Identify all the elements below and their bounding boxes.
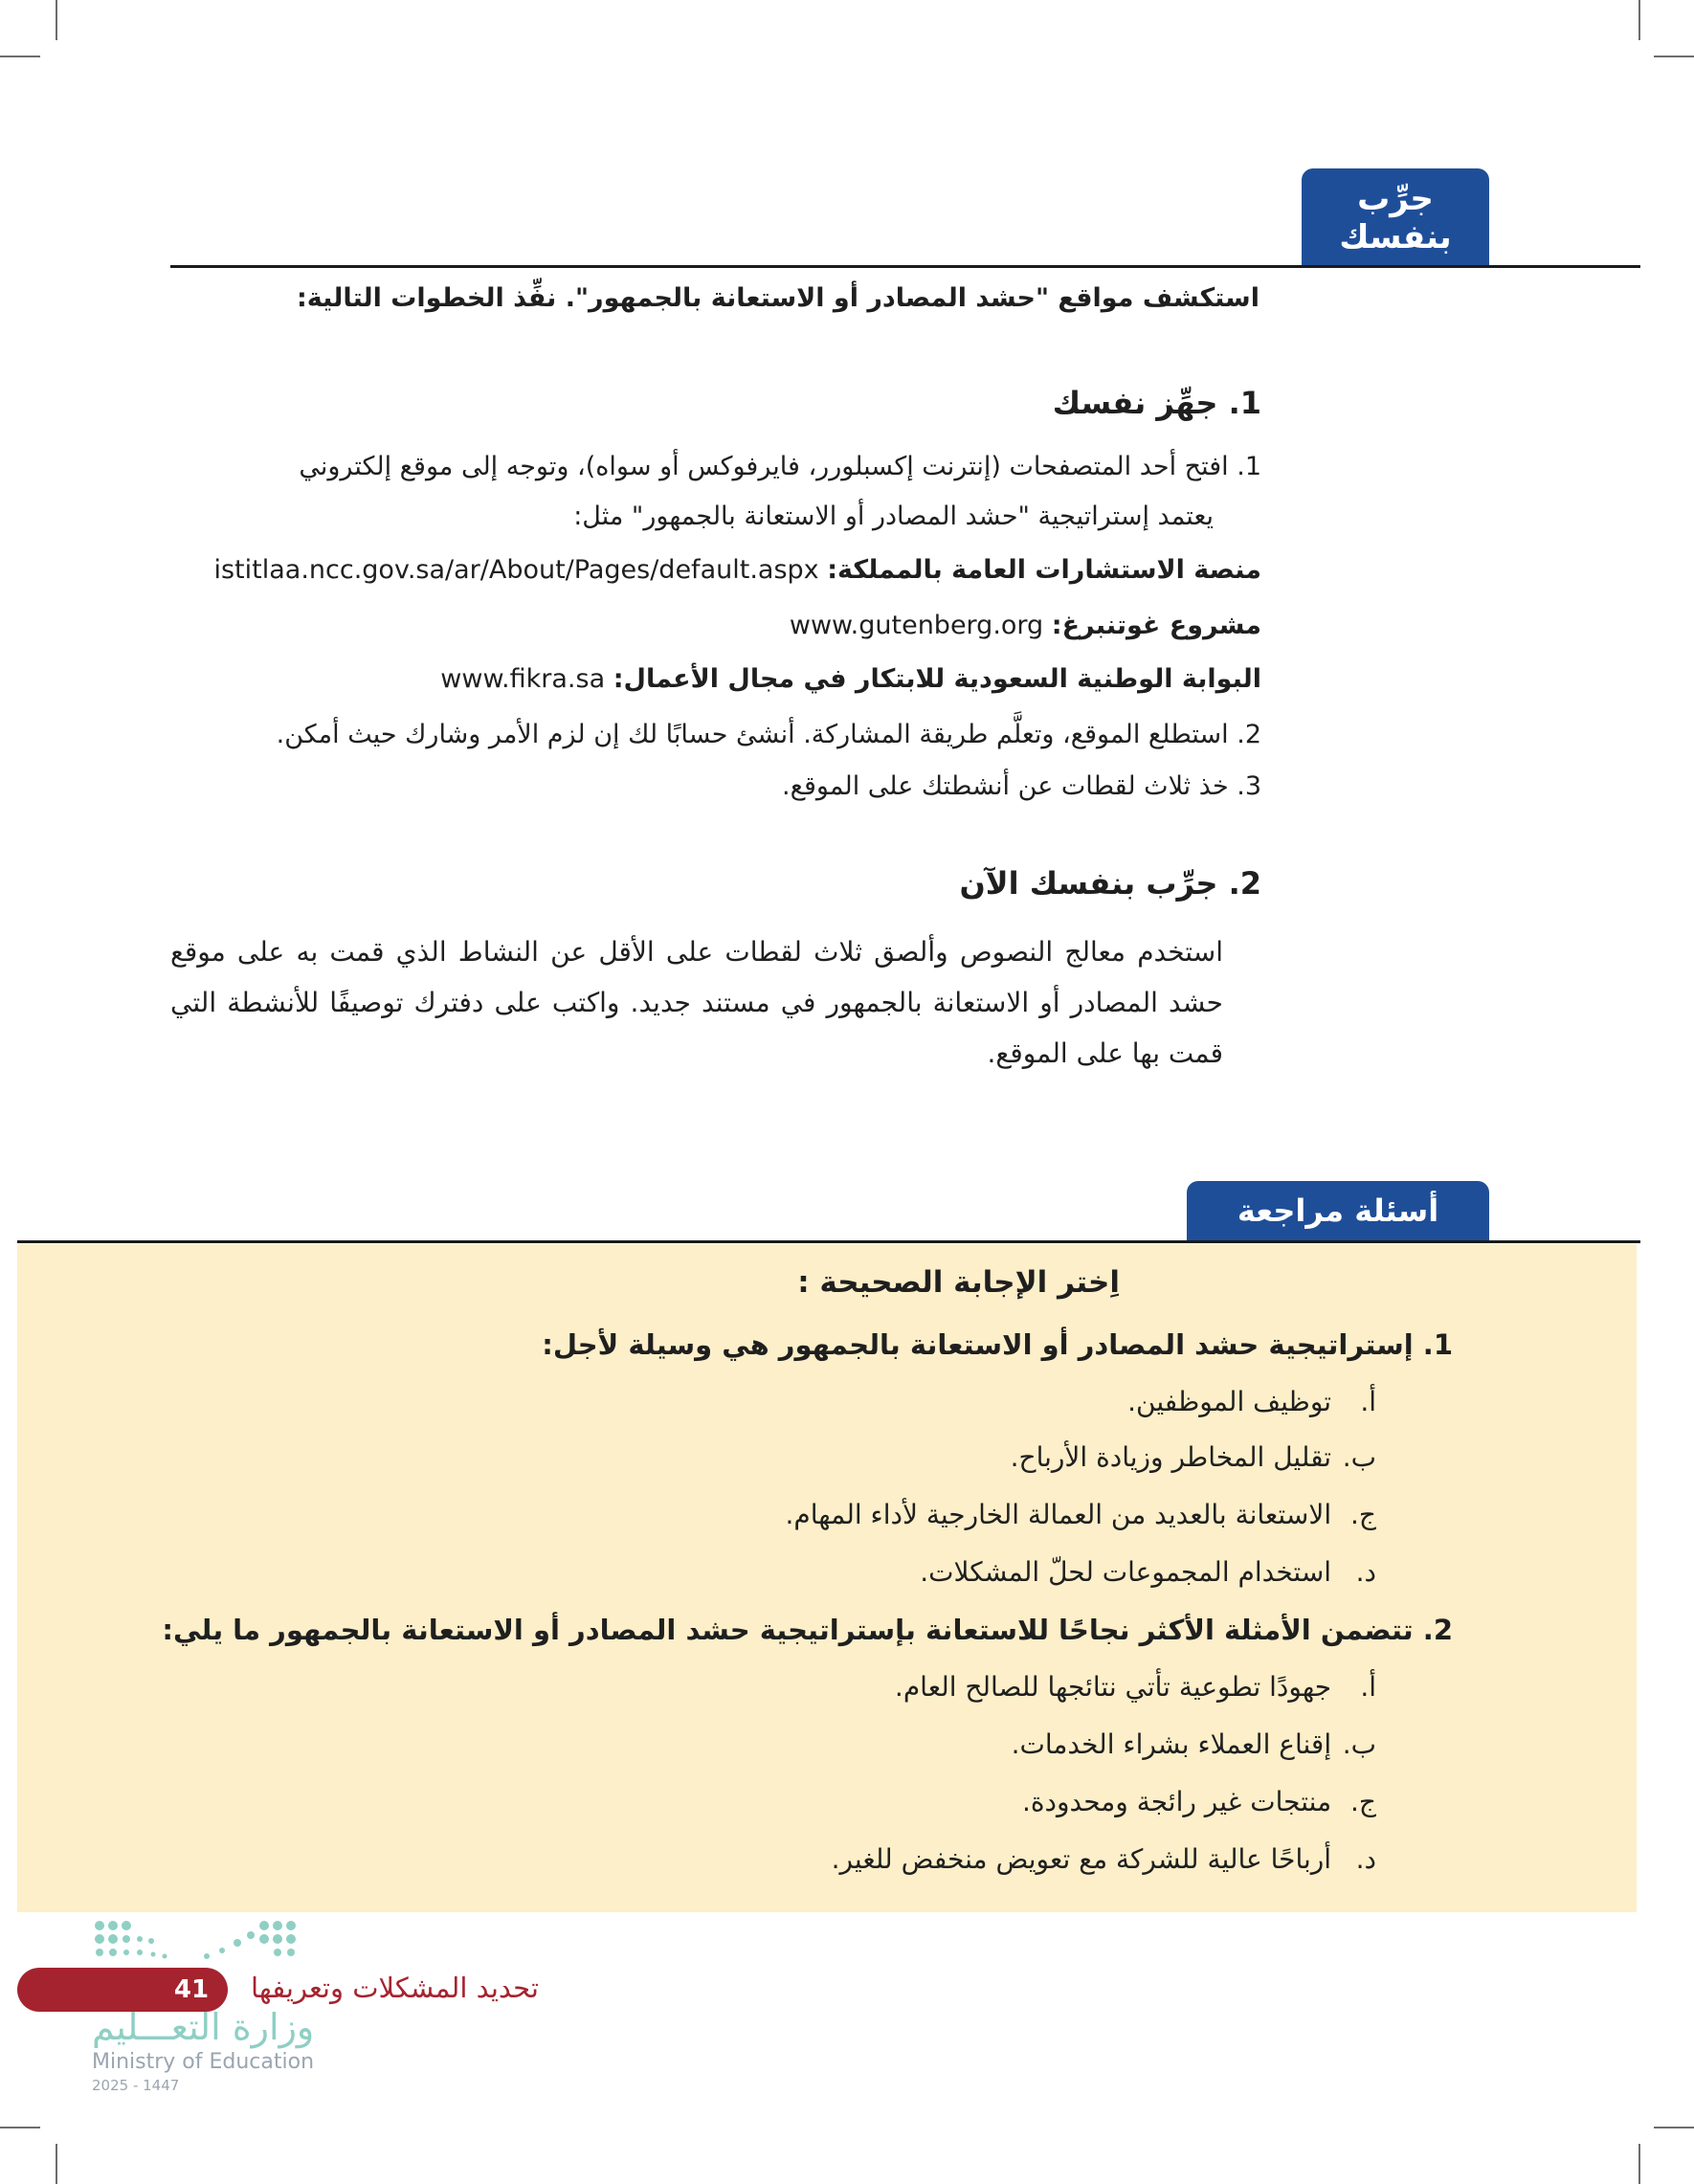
- section-2-title: 2. جرِّب بنفسك الآن: [959, 865, 1261, 902]
- option-letter: د.: [1355, 1843, 1376, 1875]
- badge-line-1: جرِّب: [1357, 179, 1434, 218]
- site-row: [213, 553, 1261, 588]
- question-2: 2. تتضمن الأمثلة الأكثر نجاحًا للاستعانة بإستراتيجية حشد المصادر أو الاستعانة بالجمهور ما يلي:: [162, 1614, 1453, 1646]
- site-row: [440, 662, 1261, 697]
- option-letter: أ.: [1360, 1671, 1376, 1703]
- ministry-name-ar: وزارة التعـــليم: [92, 2006, 315, 2048]
- option-text: أرباحًا عالية للشركة مع تعويض منخفض للغير.: [831, 1843, 1332, 1875]
- option-letter: أ.: [1360, 1386, 1376, 1417]
- option-letter: د.: [1355, 1556, 1376, 1588]
- option[interactable]: [1012, 1728, 1376, 1760]
- step-1-line-1: 1. افتح أحد المتصفحات (إنترنت إكسبلورر، فايرفوكس أو سواه)، وتوجه إلى موقع إلكتروني: [299, 452, 1261, 481]
- option[interactable]: [785, 1499, 1376, 1530]
- review-badge: أسئلة مراجعة: [1187, 1181, 1489, 1240]
- option-text: توظيف الموظفين.: [1127, 1386, 1332, 1417]
- option[interactable]: [832, 1843, 1376, 1875]
- site-label: مشروع غوتنبرغ:: [1051, 611, 1261, 640]
- option[interactable]: [1011, 1441, 1376, 1473]
- option-letter: ب.: [1342, 1441, 1376, 1473]
- option[interactable]: [920, 1556, 1376, 1588]
- option-letter: ب.: [1342, 1728, 1376, 1760]
- ministry-name-en: Ministry of Education: [92, 2050, 315, 2074]
- step-1-line-2: يعتمد إستراتيجية "حشد المصادر أو الاستعانة بالجمهور" مثل:: [573, 501, 1214, 531]
- site-row: [790, 609, 1261, 643]
- ministry-year: 2025 - 1447: [92, 2077, 180, 2094]
- site-url[interactable]: www.fikra.sa: [440, 664, 606, 694]
- question-1: 1. إستراتيجية حشد المصادر أو الاستعانة بالجمهور هي وسيلة لأجل:: [542, 1328, 1453, 1361]
- crop-mark: [56, 0, 57, 40]
- site-label: البوابة الوطنية السعودية للابتكار في مجال الأعمال:: [613, 664, 1261, 694]
- page-number: 41: [173, 1975, 210, 2004]
- chapter-title: تحديد المشكلات وتعريفها: [251, 1972, 539, 2004]
- step-2: 2. استطلع الموقع، وتعلَّم طريقة المشاركة. أنشئ حسابًا لك إن لزم الأمر وشارك حيث أمكن.: [276, 720, 1261, 749]
- option-letter: ج.: [1350, 1786, 1376, 1817]
- site-url[interactable]: istitlaa.ncc.gov.sa/ar/About/Pages/default.aspx: [213, 555, 819, 585]
- crop-mark: [1654, 2127, 1694, 2128]
- try-yourself-badge: [1302, 168, 1489, 267]
- option-text: جهودًا تطوعية تأتي نتائجها للصالح العام.: [894, 1671, 1332, 1703]
- section-2-paragraph: استخدم معالج النصوص وألصق ثلاث لقطات على الأقل عن النشاط الذي قمت به على موقع حشد المصادر أو الاستعانة بالجمهور في مستند جديد. واكتب على دفترك توصيفًا للأنشطة التي قمت بها على الموقع.: [170, 936, 1223, 1069]
- ministry-logo-icon: [92, 1918, 302, 1966]
- option-text: استخدام المجموعات لحلّ المشكلات.: [920, 1556, 1332, 1588]
- review-rule: [17, 1240, 1640, 1243]
- option[interactable]: [1022, 1786, 1376, 1817]
- site-url[interactable]: www.gutenberg.org: [789, 611, 1044, 640]
- option-letter: ج.: [1350, 1499, 1376, 1530]
- section-1-title: 1. جهِّز نفسك: [1052, 385, 1261, 421]
- crop-mark: [1638, 2144, 1640, 2184]
- header-rule: [170, 265, 1640, 268]
- badge-line-2: بنفسك: [1339, 217, 1452, 256]
- option-text: تقليل المخاطر وزيادة الأرباح.: [1010, 1441, 1332, 1473]
- site-label: منصة الاستشارات العامة بالمملكة:: [827, 555, 1261, 585]
- option[interactable]: [1127, 1386, 1376, 1417]
- option-text: منتجات غير رائجة ومحدودة.: [1021, 1786, 1332, 1817]
- crop-mark: [0, 2127, 40, 2128]
- crop-mark: [1654, 56, 1694, 57]
- crop-mark: [1638, 0, 1640, 40]
- intro-text: استكشف مواقع "حشد المصادر أو الاستعانة بالجمهور". نفِّذ الخطوات التالية:: [297, 283, 1259, 313]
- option-text: إقناع العملاء بشراء الخدمات.: [1011, 1728, 1332, 1760]
- option-text: الاستعانة بالعديد من العمالة الخارجية لأداء المهام.: [785, 1499, 1332, 1530]
- crop-mark: [0, 56, 40, 57]
- option[interactable]: [895, 1671, 1376, 1703]
- crop-mark: [56, 2144, 57, 2184]
- step-3: 3. خذ ثلاث لقطات عن أنشطتك على الموقع.: [782, 771, 1261, 801]
- review-instruction: اِختر الإجابة الصحيحة :: [797, 1265, 1120, 1300]
